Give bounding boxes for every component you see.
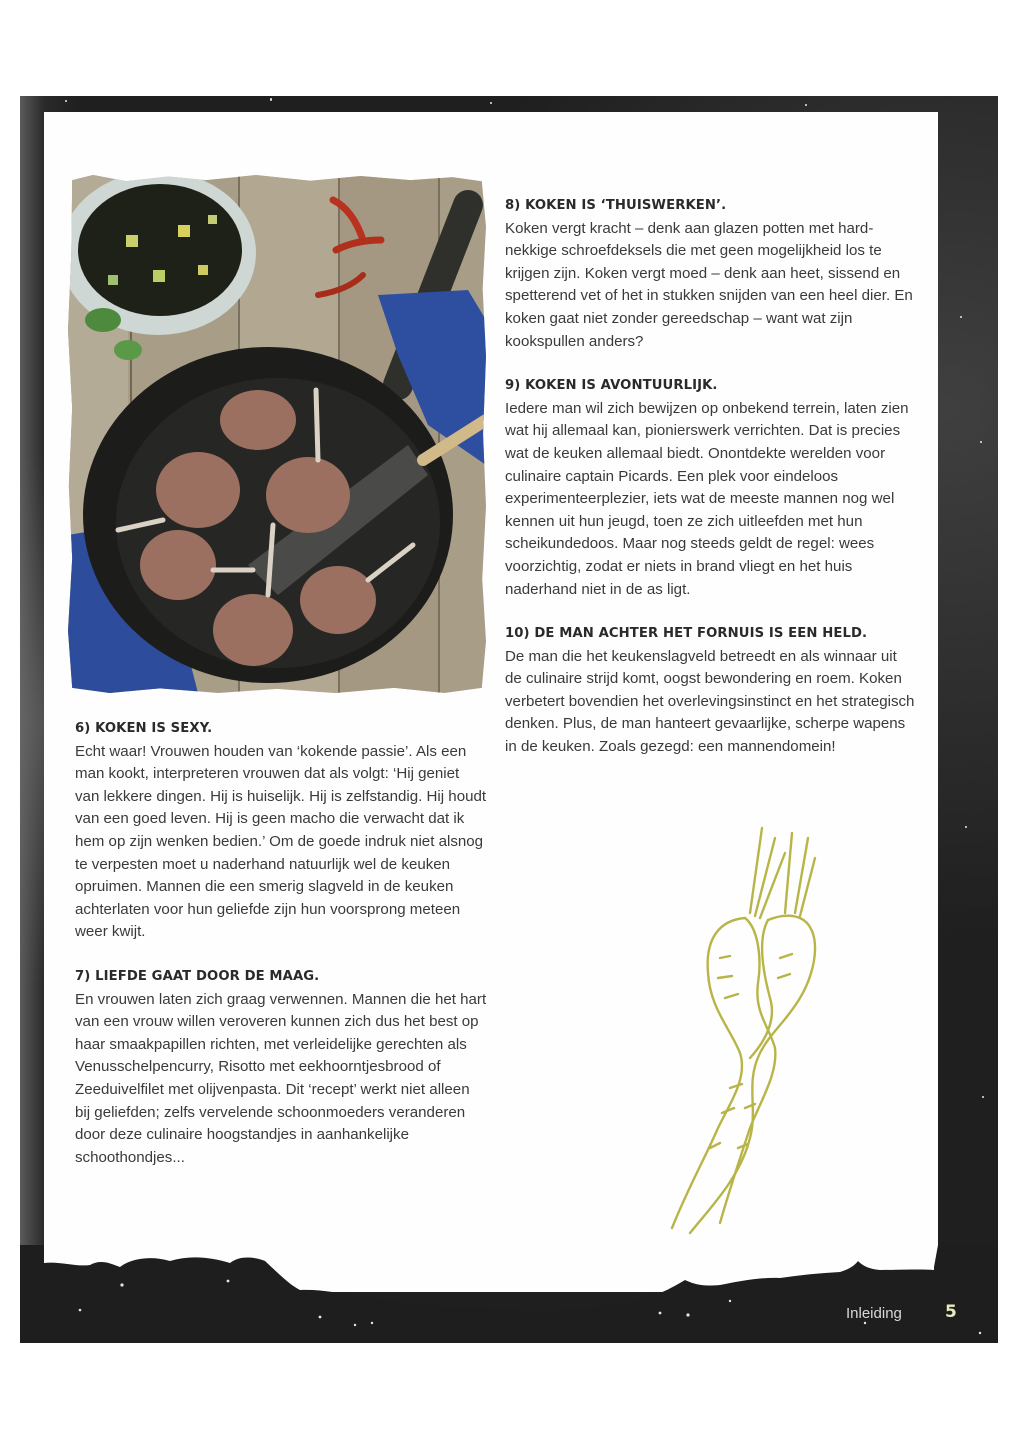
section-6 — [75, 718, 487, 944]
torn-paper-edge — [20, 1245, 998, 1343]
section-8 — [505, 195, 915, 353]
section-9 — [505, 375, 915, 601]
section-body: Iedere man wil zich bewijzen op onbekend terrein, laten zien wat hij allemaal kan, pionierswerk verrichten. Dat is precies wat de keuken allemaal biedt. Onontdekte werelden voor culinaire captain Picards. Een plek voor eindeloos experimenteerplezier, iets wat de meeste mannen nog wel kennen uit hun jeugd, toen ze zich uitleefden met hun scheikundedoos. Maar nog steeds geldt de regel: wees voorzichtig, zodat er niets in brand vliegt en het huis naderhand niet in de as ligt. — [505, 399, 909, 598]
section-heading: 9) KOKEN IS AVONTUURLIJK. — [505, 378, 718, 394]
left-column — [75, 718, 487, 1191]
section-heading: 6) KOKEN IS SEXY. — [75, 721, 213, 736]
section-label: Inleiding — [846, 1305, 902, 1322]
section-body: Echt waar! Vrouwen houden van ‘kokende passie’. Als een man kookt, interpreteren vrouwen dat als volgt: ‘Hij geniet van lekkere dingen. Hij is huiselijk. Hij is zelfstandig. Hij houdt van een goed leven. Hij is geen macho die verwacht dat ik hem op zijn wenken bedien.’ Om de goede indruk niet alsnog te verpesten moet u naderhand natuurlijk wel de keuken opruimen. Mannen die een smerig slagveld in de keuken achterlaten voor hun geliefde zijn hun voorsprong meteen weer kwijt. — [75, 742, 487, 941]
section-10 — [505, 623, 915, 759]
section-heading: 10) DE MAN ACHTER HET FORNUIS IS EEN HELD. — [505, 626, 868, 642]
section-heading: 8) KOKEN IS ‘THUISWERKEN’. — [505, 198, 727, 213]
section-body: En vrouwen laten zich graag verwennen. Mannen die het hart van een vrouw willen veroveren kunnen zich dus het best op haar smaakpapillen richten, met verleidelijke gerechten als Venusschelpencurry, Risotto met eekhoorntjesbrood of Zeeduivelfilet met olijvenpasta. Dit ‘recept’ werkt niet alleen bij geliefden; zelfs vervelende schoonmoeders veranderen door deze culinaire hoogstandjes in aanhankelijke schoothondjes... — [75, 990, 487, 1166]
section-7 — [75, 966, 487, 1169]
twisted-parsnips-illustration — [650, 808, 830, 1240]
food-photo-lamb-chops — [68, 175, 486, 693]
section-body: De man die het keukenslagveld betreedt en als winnaar uit de culinaire strijd komt, oogst bewondering en roem. Koken verbetert bovendien het overlevingsinstinct en het strategisch denken. Plus, de man hanteert gevaarlijke, scherpe wapens in de keuken. Zoals gezegd: een mannendomein! — [505, 647, 915, 756]
page-number: 5 — [945, 1302, 957, 1322]
section-heading: 7) LIEFDE GAAT DOOR DE MAAG. — [75, 968, 320, 984]
right-column — [505, 195, 915, 781]
section-body: Koken vergt kracht – denk aan glazen potten met hardnekkige schroefdeksels die met geen mogelijkheid los te krijgen zijn. Koken vergt moed – denk aan heet, sissend en spetterend vet of het in stukken snijden van een heel dier. En koken gaat niet zonder gereedschap – want wat zijn kookspullen anders? — [505, 219, 913, 350]
